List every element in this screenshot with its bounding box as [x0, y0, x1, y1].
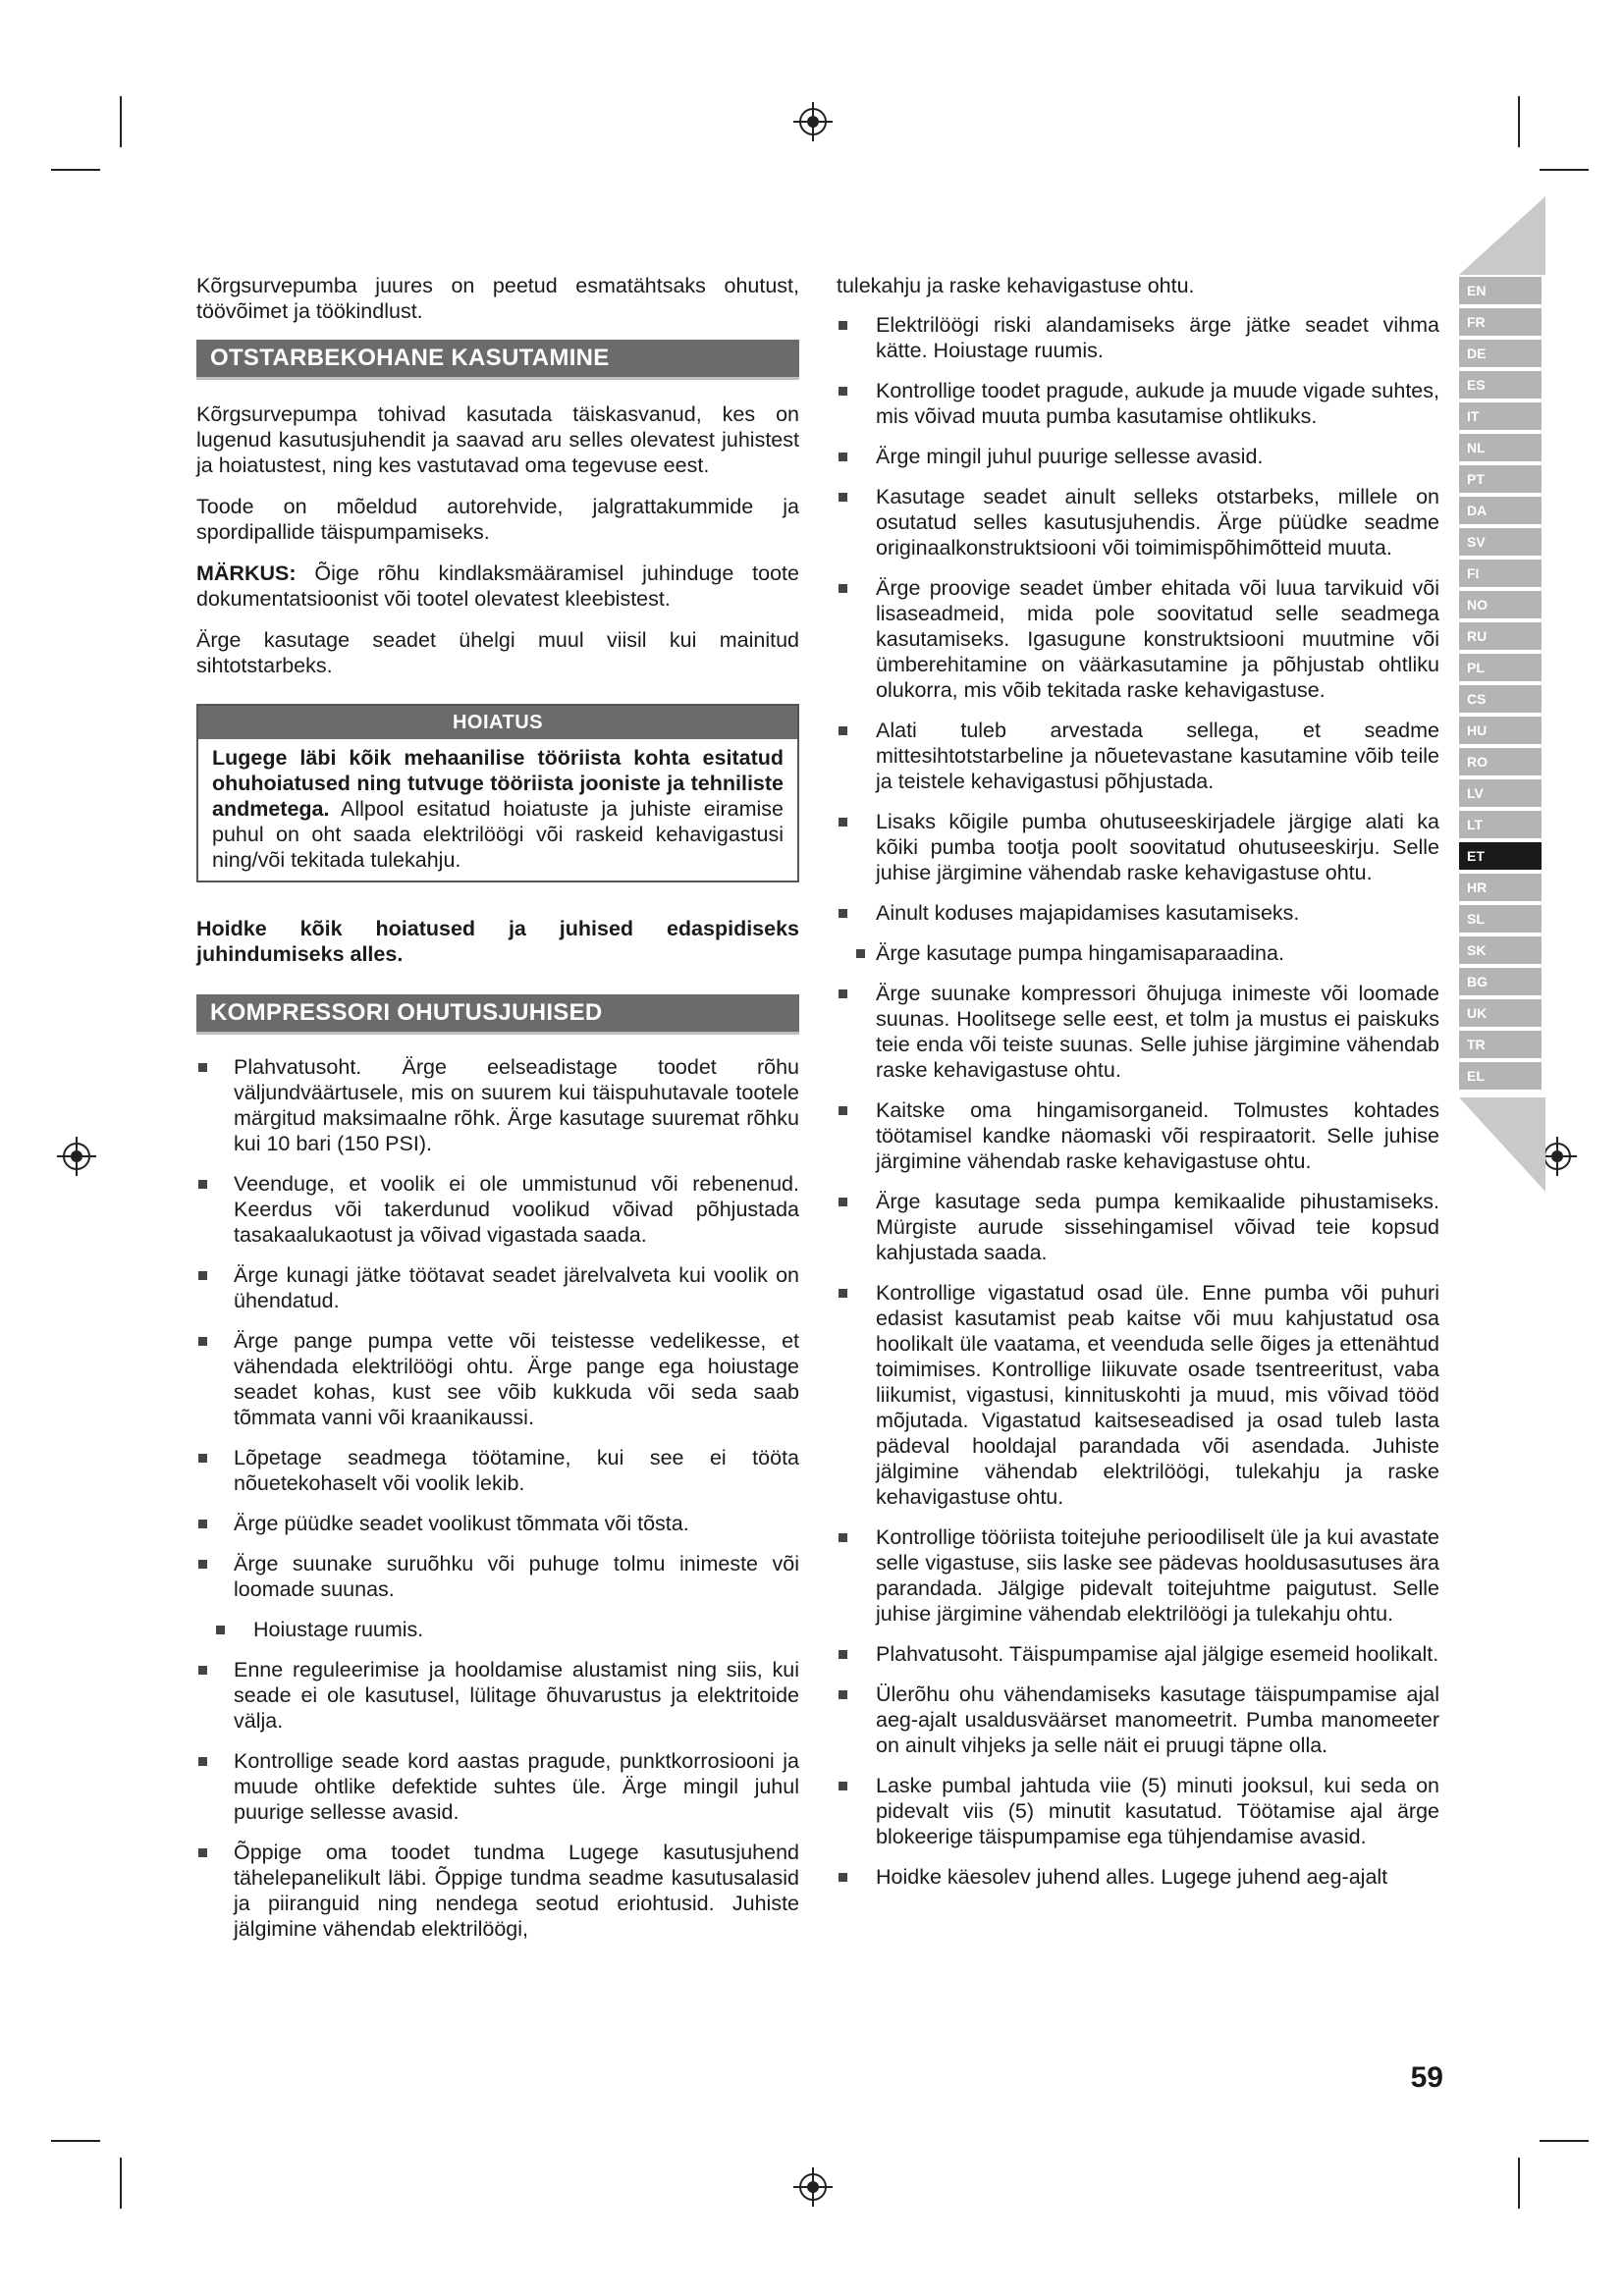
- crop-mark: [120, 96, 122, 147]
- list-item: Ärge suunake suruõhku või puhuge tolmu inimeste või loomade suunas.: [196, 1551, 799, 1602]
- list-item: Ärge püüdke seadet voolikust tõmmata või tõsta.: [196, 1511, 799, 1536]
- language-tab[interactable]: HU: [1459, 717, 1542, 744]
- list-item: Ärge proovige seadet ümber ehitada või luua tarvikuid või lisaseadmeid, mida pole soovitatud selle seadmega kasutamiseks. Igasugune konstruktsiooni muutmine või ümberehitamine on väärkasutamine ja põhjustab ohtliku olukorra, mis võib tekitada raske kehavigastuse.: [837, 575, 1439, 703]
- language-tab[interactable]: TR: [1459, 1031, 1542, 1058]
- list-item: Laske pumbal jahtuda viie (5) minuti jooksul, kui seda on pidevalt viis (5) minutit kasutatud. Töötamise ajal ärge blokeerige täispumpamise ega tühjendamise avasid.: [837, 1773, 1439, 1849]
- list-item: Plahvatusoht. Ärge eelseadistage toodet rõhu väljundväärtusele, mis on suurem kui täispuhutavale tootele märgitud maksimaalne rõhk. Ärge kasutage suuremat rõhku kui 10 bari (150 PSI).: [196, 1054, 799, 1156]
- list-item: Plahvatusoht. Täispumpamise ajal jälgige esemeid hoolikalt.: [837, 1641, 1439, 1667]
- crop-mark: [1540, 169, 1589, 171]
- warning-bold-text: Lugege läbi kõik mehaanilise tööriista kohta esitatud ohuhoiatused ning tutvuge tööriista jooniste ja tehniliste andmetega.: [212, 746, 784, 821]
- language-tab[interactable]: CS: [1459, 685, 1542, 713]
- list-item: Hoidke käesolev juhend alles. Lugege juhend aeg-ajalt: [837, 1864, 1439, 1890]
- language-tab[interactable]: NL: [1459, 434, 1542, 461]
- list-item: Lõpetage seadmega töötamine, kui see ei tööta nõuetekohaselt või voolik lekib.: [196, 1445, 799, 1496]
- list-item: Ärge suunake kompressori õhujuga inimeste või loomade suunas. Hoolitsege selle eest, et tolm ja mustus ei paiskuks teie enda või teiste suunas. Selle juhise järgimine vähendab raske kehavigastuse ohtu.: [837, 981, 1439, 1083]
- warning-body: [198, 739, 797, 881]
- note-paragraph: [196, 561, 799, 612]
- list-item: Kontrollige toodet pragude, aukude ja muude vigade suhtes, mis võivad muuta pumba kasutamise ohtlikuks.: [837, 378, 1439, 429]
- language-tab[interactable]: HR: [1459, 874, 1542, 901]
- list-item: Ärge pange pumpa vette või teistesse vedelikesse, et vähendada elektrilöögi ohtu. Ärge pange ega hoiustage seadet kohas, kust see võib kukkuda või seda saab tõmmata vanni või kraanikaussi.: [196, 1328, 799, 1430]
- language-tab[interactable]: EL: [1459, 1062, 1542, 1090]
- note-label: MÄRKUS:: [196, 561, 297, 585]
- tab-strip-bottom-decoration: [1451, 1097, 1545, 1192]
- registration-mark-icon: [793, 2167, 833, 2207]
- list-item: Ärge kasutage pumpa hingamisaparaadina.: [837, 940, 1439, 966]
- registration-mark-icon: [57, 1137, 96, 1176]
- list-item: Kontrollige seade kord aastas pragude, punktkorrosiooni ja muude ohtlike defektide suhtes üle. Ärge mingil juhul puurige sellesse avasid.: [196, 1748, 799, 1825]
- list-item: Kasutage seadet ainult selleks otstarbeks, millele on osutatud selles kasutusjuhendis. Ärge püüdke seadme originaalkonstruktsiooni või toimimispõhimõtteid muuta.: [837, 484, 1439, 561]
- language-tab[interactable]: DE: [1459, 340, 1542, 367]
- warning-text: Allpool esitatud hoiatuste ja juhiste eiramise puhul on oht saada elektrilöögi või raskeid kehavigastusi ning/või tekitada tulekahju.: [212, 797, 784, 872]
- list-item: Ainult koduses majapidamises kasutamiseks.: [837, 900, 1439, 926]
- registration-mark-icon: [793, 102, 833, 141]
- section-heading-intended-use: OTSTARBEKOHANE KASUTAMINE: [196, 340, 799, 380]
- language-tab[interactable]: FI: [1459, 560, 1542, 587]
- list-item: Enne reguleerimise ja hooldamise alustamist ning siis, kui seade ei ole kasutusel, lülitage õhuvarustus ja elektritoide välja.: [196, 1657, 799, 1734]
- language-tab[interactable]: NO: [1459, 591, 1542, 618]
- list-item: Hoiustage ruumis.: [196, 1617, 799, 1642]
- language-tab[interactable]: LT: [1459, 811, 1542, 838]
- language-tabs: [1459, 277, 1542, 1094]
- language-tab[interactable]: PL: [1459, 654, 1542, 681]
- page-number: 59: [1410, 2061, 1443, 2094]
- tab-strip-top-decoration: [1451, 196, 1545, 275]
- language-tab[interactable]: ES: [1459, 371, 1542, 399]
- keep-notice: Hoidke kõik hoiatused ja juhised edaspidiseks juhindumiseks alles.: [196, 917, 799, 966]
- language-tab[interactable]: IT: [1459, 402, 1542, 430]
- list-item: Ülerõhu ohu vähendamiseks kasutage täispumpamise ajal aeg-ajalt usaldusväärset manomeetrit. Pumba manomeeter on ainult vihjeks ja selle näit ei pruugi täpne olla.: [837, 1682, 1439, 1758]
- list-item: Ärge mingil juhul puurige sellesse avasid.: [837, 444, 1439, 469]
- safety-list-right: [837, 312, 1439, 1890]
- language-tab[interactable]: BG: [1459, 968, 1542, 995]
- language-tab-active[interactable]: ET: [1459, 842, 1542, 870]
- language-tab[interactable]: DA: [1459, 497, 1542, 524]
- list-item: Õppige oma toodet tundma Lugege kasutusjuhend tähelepanelikult läbi. Õppige tundma seadme kasutusalasid ja piiranguid ning nendega seotud eriohtusid. Juhiste jälgimine vähendab elektrilöögi,: [196, 1840, 799, 1942]
- right-column: [837, 273, 1439, 1904]
- language-tab[interactable]: RU: [1459, 622, 1542, 650]
- intro-paragraph: Kõrgsurvepumba juures on peetud esmatähtsaks ohutust, töövõimet ja töökindlust.: [196, 274, 799, 323]
- crop-mark: [1518, 96, 1520, 147]
- language-tab[interactable]: LV: [1459, 779, 1542, 807]
- paragraph: Toode on mõeldud autorehvide, jalgrattakummide ja spordipallide täispumpamiseks.: [196, 495, 799, 544]
- language-tab[interactable]: SL: [1459, 905, 1542, 933]
- crop-mark: [1540, 2140, 1589, 2142]
- language-tab[interactable]: EN: [1459, 277, 1542, 304]
- continuation-text: tulekahju ja raske kehavigastuse ohtu.: [837, 274, 1195, 297]
- language-tab[interactable]: RO: [1459, 748, 1542, 775]
- language-tab[interactable]: SV: [1459, 528, 1542, 556]
- language-tab[interactable]: SK: [1459, 936, 1542, 964]
- section-heading-compressor-safety: KOMPRESSORI OHUTUSJUHISED: [196, 994, 799, 1035]
- list-item: Alati tuleb arvestada sellega, et seadme mittesihtotstarbeline ja nõuetevastane kasutamine võib teile ja teistele kehavigastusi põhjustada.: [837, 718, 1439, 794]
- warning-title: HOIATUS: [198, 706, 797, 739]
- list-item: Elektrilöögi riski alandamiseks ärge jätke seadet vihma kätte. Hoiustage ruumis.: [837, 312, 1439, 363]
- language-tab[interactable]: UK: [1459, 999, 1542, 1027]
- left-column: [196, 273, 799, 1956]
- list-item: Veenduge, et voolik ei ole ummistunud või rebenenud. Keerdus või takerdunud voolikud võivad põhjustada tasakaalukaotust ja võivad vigastada saada.: [196, 1171, 799, 1248]
- language-tab[interactable]: FR: [1459, 308, 1542, 336]
- crop-mark: [120, 2158, 122, 2209]
- crop-mark: [51, 169, 100, 171]
- list-item: Ärge kunagi jätke töötavat seadet järelvalveta kui voolik on ühendatud.: [196, 1262, 799, 1313]
- warning-box: [196, 704, 799, 882]
- safety-list-left: [196, 1054, 799, 1942]
- list-item: Kontrollige vigastatud osad üle. Enne pumba või puhuri edasist kasutamist peab kaitse või muu kahjustatud osa hoolikalt üle vaatama, et veenduda selle õiges ja ettenähtud toimimises. Kontrollige liikuvate osade tsentreeritust, vaba liikumist, vigastusi, kinnituskohti ja muud, mis võivad tööd mõjutada. Vigastatud kaitseseadised ja osad tuleb lasta pädeval hooldajal parandada või asendada. Juhiste jälgimine vähendab elektrilöögi, tulekahju ja raske kehavigastuse ohtu.: [837, 1280, 1439, 1510]
- paragraph: Kõrgsurvepumpa tohivad kasutada täiskasvanud, kes on lugenud kasutusjuhendit ja saavad aru selles olevatest juhistest ja hoiatustest, ning kes vastutavad oma tegevuse eest.: [196, 402, 799, 477]
- note-text: Õige rõhu kindlaksmääramisel juhinduge toote dokumentatsioonist või tootel olevatest kleebistest.: [196, 561, 799, 611]
- list-item: Lisaks kõigile pumba ohutuseeskirjadele järgige alati ka kõiki pumba tootja poolt soovitatud ohutuseeskirju. Selle juhise järgimine vähendab raske kehavigastuse ohtu.: [837, 809, 1439, 885]
- list-item: Kontrollige tööriista toitejuhe perioodiliselt üle ja kui avastate selle vigastuse, siis laske see pädevas hooldusasutuses ära parandada. Jälgige pidevalt toitejuhtme paigutust. Selle juhise järgimine vähendab elektrilöögi ja tulekahju ohtu.: [837, 1524, 1439, 1627]
- list-item: Kaitske oma hingamisorganeid. Tolmustes kohtades töötamisel kandke näomaski või respiraatorit. Selle juhise järgimine vähendab raske kehavigastuse ohtu.: [837, 1097, 1439, 1174]
- list-item: Ärge kasutage seda pumpa kemikaalide pihustamiseks. Mürgiste aurude sissehingamisel võivad teie kopsud kahjustada saada.: [837, 1189, 1439, 1265]
- crop-mark: [1518, 2158, 1520, 2209]
- paragraph: Ärge kasutage seadet ühelgi muul viisil kui mainitud sihtotstarbeks.: [196, 628, 799, 677]
- crop-mark: [51, 2140, 100, 2142]
- language-tab[interactable]: PT: [1459, 465, 1542, 493]
